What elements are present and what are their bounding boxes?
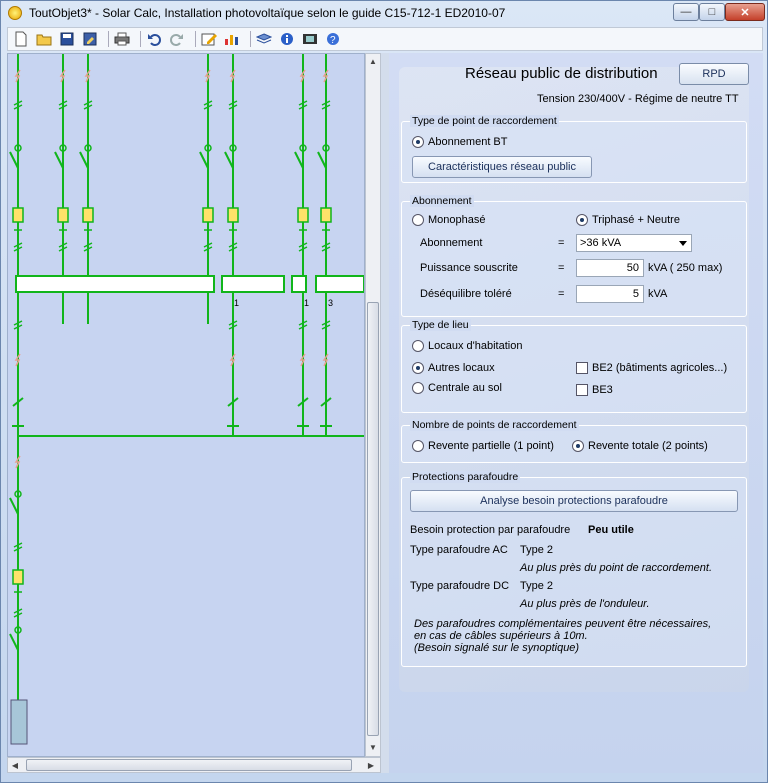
scroll-right-arrow-icon[interactable]: ▶: [367, 760, 375, 770]
radio-circle: [412, 362, 424, 374]
toolbar-separator: [250, 31, 251, 47]
note-line-2: en cas de câbles supérieurs à 10m.: [414, 630, 588, 642]
radio-locaux-habitation[interactable]: [412, 340, 522, 352]
busbar-small: [292, 276, 306, 292]
equals-sign: =: [558, 288, 565, 300]
toolbar-separator: [195, 31, 196, 47]
radio-abonnement-bt[interactable]: [412, 136, 508, 148]
select-value: >36 kVA: [580, 237, 622, 249]
surge-protector: [83, 208, 93, 222]
radio-label: Centrale au sol: [428, 382, 502, 394]
window-title: ToutObjet3* - Solar Calc, Installation photovoltaïque selon le guide C15-712-1 ED2010-07: [29, 6, 506, 20]
abonnement-label: Abonnement: [420, 237, 483, 249]
layers-icon[interactable]: [255, 30, 273, 48]
ac-value: Type 2: [520, 544, 554, 556]
note-line-3: (Besoin signalé sur le synoptique): [414, 642, 580, 654]
vertical-scrollbar[interactable]: [365, 53, 381, 757]
dc-note: Au plus près de l'onduleur.: [520, 598, 650, 610]
radio-centrale-sol[interactable]: [412, 382, 502, 394]
note-line-1: Des parafoudres complémentaires peuvent être nécessaires,: [414, 618, 712, 630]
vertical-scroll-thumb[interactable]: [367, 302, 379, 736]
chart-icon[interactable]: [223, 30, 241, 48]
surge-protector: [203, 208, 213, 222]
toolbar-separator: [140, 31, 141, 47]
analyse-parafoudre-button[interactable]: Analyse besoin protections parafoudre: [410, 490, 738, 512]
group-raccordement: [401, 115, 747, 183]
radio-label: Triphasé + Neutre: [592, 214, 680, 226]
radio-circle: [412, 214, 424, 226]
checkbox-be3[interactable]: [576, 384, 613, 396]
panel-subtitle: Tension 230/400V - Régime de neutre TT: [537, 93, 739, 105]
switch-blade: [55, 152, 63, 168]
group-title: Abonnement: [412, 195, 472, 207]
group-abonnement: [401, 195, 747, 317]
panel-title: Réseau public de distribution: [465, 65, 658, 82]
switch-blade: [200, 152, 208, 168]
switch-blade: [10, 152, 18, 168]
busbar-right: [316, 276, 364, 292]
equals-sign: =: [558, 237, 565, 249]
radio-autres-locaux[interactable]: [412, 362, 495, 374]
horizontal-scrollbar[interactable]: [7, 757, 381, 773]
circuit-number-label: 1: [234, 298, 240, 308]
meter-block: [11, 700, 27, 744]
scroll-up-arrow-icon[interactable]: ▲: [369, 56, 377, 66]
open-folder-icon[interactable]: [35, 30, 53, 48]
film-icon[interactable]: [301, 30, 319, 48]
checkbox-label: BE2 (bâtiments agricoles...): [592, 362, 728, 374]
redo-icon[interactable]: [168, 30, 186, 48]
radio-circle: [576, 214, 588, 226]
radio-circle: [412, 340, 424, 352]
switch-blade: [10, 634, 18, 650]
radio-circle: [572, 440, 584, 452]
equals-sign: =: [558, 262, 565, 274]
checkbox-box: [576, 384, 588, 396]
electrical-schematic: [8, 54, 365, 757]
properties-panel: [389, 53, 763, 773]
radio-monophase[interactable]: [412, 214, 486, 226]
radio-label: Revente partielle (1 point): [428, 440, 554, 452]
switch-blade: [80, 152, 88, 168]
info-icon[interactable]: [278, 30, 296, 48]
besoin-value: Peu utile: [588, 524, 634, 536]
dc-value: Type 2: [520, 580, 554, 592]
group-title: Protections parafoudre: [412, 471, 519, 483]
circuit-number-label: 3: [328, 298, 334, 308]
radio-label: Locaux d'habitation: [428, 340, 523, 352]
desequilibre-unit: kVA: [648, 288, 668, 300]
radio-label: Revente totale (2 points): [588, 440, 708, 452]
toolbar: [7, 27, 763, 51]
abonnement-select[interactable]: [576, 234, 692, 252]
puissance-label: Puissance souscrite: [420, 262, 518, 274]
radio-label: Monophasé: [428, 214, 486, 226]
ac-label: Type parafoudre AC: [410, 544, 508, 556]
help-icon[interactable]: [324, 30, 342, 48]
checkbox-box: [576, 362, 588, 374]
group-title: Type de lieu: [412, 319, 469, 331]
radio-triphase[interactable]: [576, 214, 680, 226]
checkbox-label: BE3: [592, 384, 613, 396]
save-icon[interactable]: [58, 30, 76, 48]
desequilibre-input[interactable]: 5: [576, 285, 644, 303]
close-button[interactable]: ✕: [725, 3, 765, 21]
title-bar[interactable]: [1, 1, 767, 25]
group-points-raccordement: [401, 419, 747, 463]
surge-protector: [13, 570, 23, 584]
surge-protector: [58, 208, 68, 222]
scroll-left-arrow-icon[interactable]: ◀: [11, 760, 19, 770]
switch-blade: [10, 498, 18, 514]
puissance-input[interactable]: 50: [576, 259, 644, 277]
besoin-label: Besoin protection par parafoudre: [410, 524, 571, 536]
radio-revente-totale[interactable]: [572, 440, 708, 452]
group-title: Type de point de raccordement: [412, 115, 557, 127]
surge-protector: [321, 208, 331, 222]
svg-text:?: ?: [330, 35, 336, 46]
save-as-icon[interactable]: [81, 30, 99, 48]
radio-revente-partielle[interactable]: [412, 440, 554, 452]
undo-icon[interactable]: [145, 30, 163, 48]
radio-circle: [412, 440, 424, 452]
synoptic-diagram[interactable]: [7, 53, 365, 757]
panel-splitter[interactable]: [381, 53, 389, 773]
busbar-mid: [222, 276, 284, 292]
edit-icon[interactable]: [200, 30, 218, 48]
switch-blade: [295, 152, 303, 168]
group-type-lieu: [401, 319, 747, 413]
surge-protector: [298, 208, 308, 222]
radio-circle: [412, 382, 424, 394]
checkbox-be2[interactable]: [576, 362, 727, 374]
radio-circle: [412, 136, 424, 148]
ac-note: Au plus près du point de raccordement.: [520, 562, 713, 574]
group-title: Nombre de points de raccordement: [412, 419, 577, 431]
new-file-icon[interactable]: [12, 30, 30, 48]
switch-blade: [225, 152, 233, 168]
circuit-number-label: 1: [304, 298, 310, 308]
desequilibre-label: Déséquilibre toléré: [420, 288, 512, 300]
surge-protector: [228, 208, 238, 222]
horizontal-scroll-thumb[interactable]: [26, 759, 352, 771]
chevron-down-icon: [679, 241, 687, 246]
caracteristiques-reseau-button[interactable]: Caractéristiques réseau public: [412, 156, 592, 178]
surge-protector: [13, 208, 23, 222]
puissance-unit: kVA ( 250 max): [648, 262, 723, 274]
print-icon[interactable]: [113, 30, 131, 48]
minimize-button[interactable]: —: [673, 3, 699, 21]
switch-blade: [318, 152, 326, 168]
app-sun-icon: [8, 6, 22, 20]
dc-label: Type parafoudre DC: [410, 580, 510, 592]
radio-label: Autres locaux: [428, 362, 495, 374]
radio-label: Abonnement BT: [428, 136, 508, 148]
group-protections-parafoudre: [401, 471, 747, 667]
busbar-left: [16, 276, 214, 292]
toolbar-separator: [108, 31, 109, 47]
rpd-button[interactable]: RPD: [679, 63, 749, 85]
maximize-button[interactable]: □: [699, 3, 725, 21]
scroll-down-arrow-icon[interactable]: ▼: [369, 742, 377, 752]
